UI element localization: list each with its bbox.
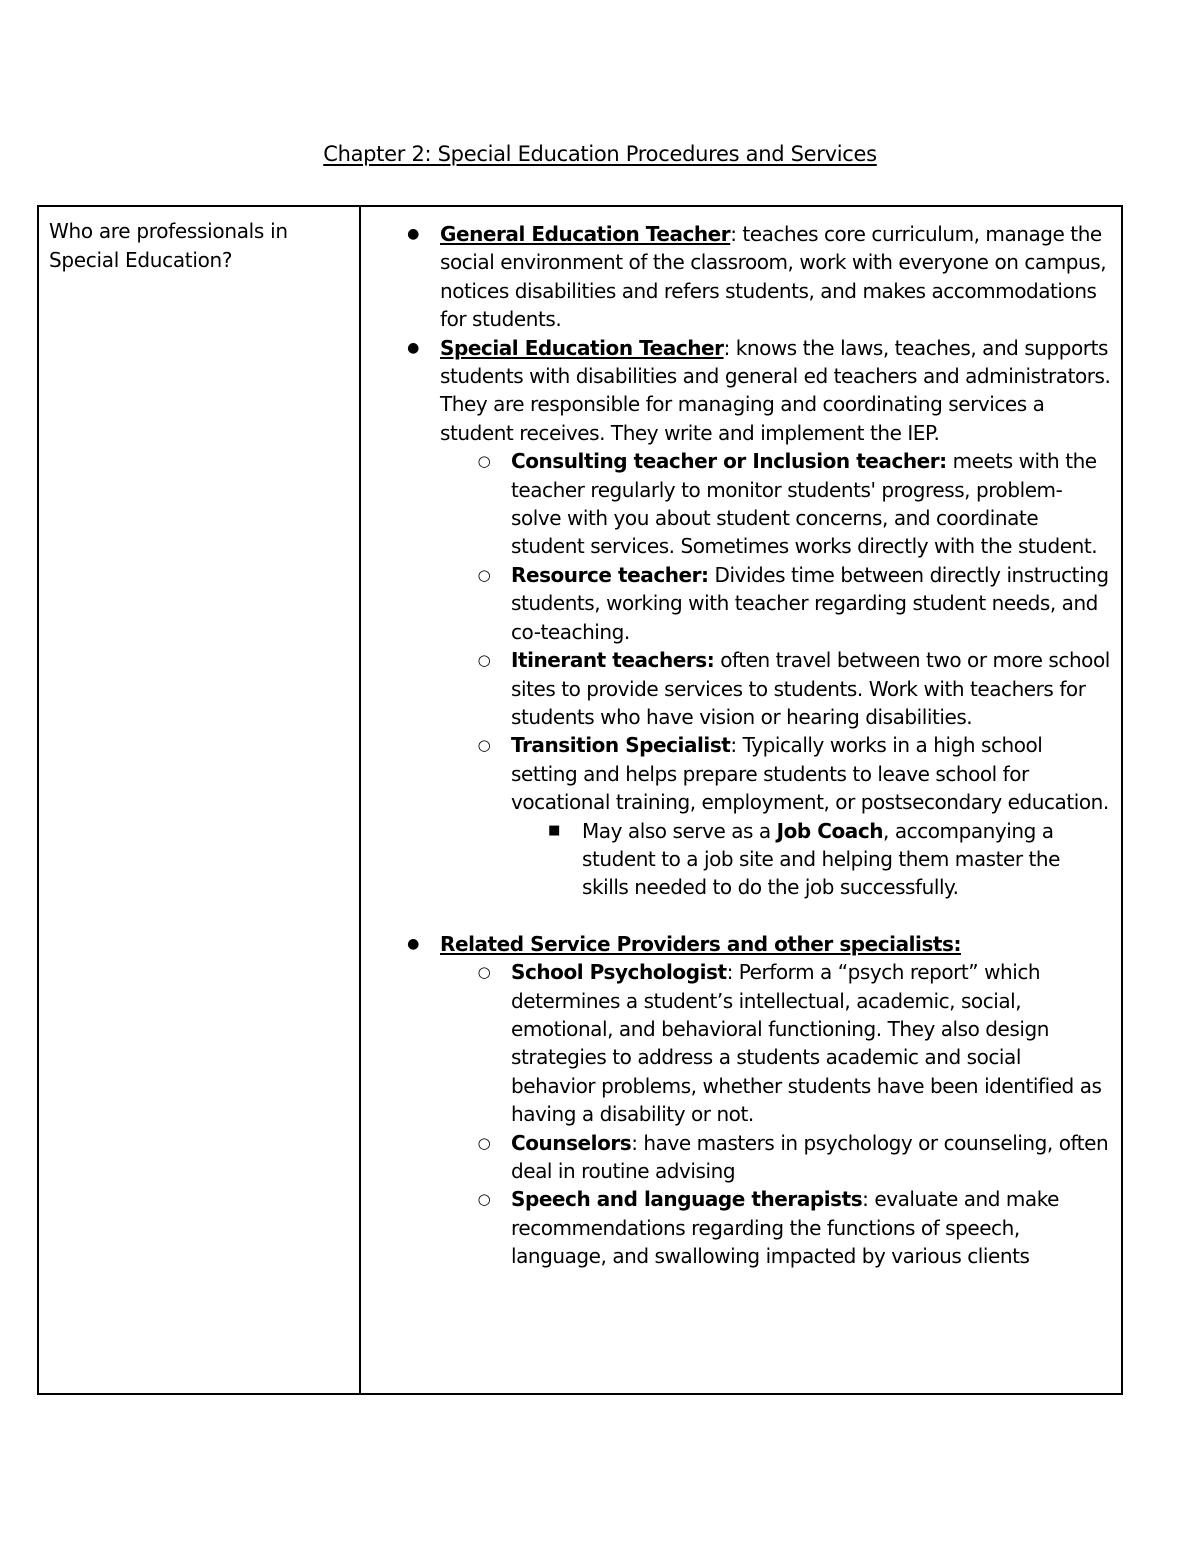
answer-cell bbox=[361, 207, 1121, 1393]
hollow-circle-bullet-icon: ○ bbox=[477, 1133, 491, 1152]
term-description: Divides time between directly instructing students, working with teacher regarding student needs, and co-teaching. bbox=[511, 562, 1109, 644]
term-label: Resource teacher: bbox=[511, 562, 709, 587]
term-label: Special Education Teacher bbox=[440, 335, 724, 360]
term-description: meets with the teacher regularly to monitor students' progress, problem-solve with you about student concerns, and coordinate student services. Sometimes works directly with the student. bbox=[511, 449, 1098, 559]
hollow-circle-bullet-icon: ○ bbox=[477, 1190, 491, 1209]
filled-circle-bullet-icon: ● bbox=[407, 935, 419, 952]
hollow-circle-bullet-icon: ○ bbox=[477, 651, 491, 670]
hollow-circle-bullet-icon: ○ bbox=[477, 963, 491, 982]
term-prefix: May also serve as a bbox=[582, 818, 777, 843]
list-item-speech-language-therapists bbox=[361, 1185, 1121, 1270]
notes-table bbox=[37, 205, 1123, 1395]
term-label: Transition Specialist bbox=[511, 733, 731, 758]
term-label: Consulting teacher or Inclusion teacher: bbox=[511, 449, 947, 474]
question-text: Who are professionals in Special Education? bbox=[49, 219, 288, 272]
square-bullet-icon: ■ bbox=[548, 822, 560, 838]
hollow-circle-bullet-icon: ○ bbox=[477, 452, 491, 471]
term-label: Job Coach bbox=[776, 818, 884, 843]
term-label: Related Service Providers and other specialists: bbox=[440, 931, 962, 956]
list-item-consulting-teacher bbox=[361, 447, 1121, 561]
term-label: Itinerant teachers: bbox=[511, 648, 715, 673]
term-description: : Perform a “psych report” which determines a student’s intellectual, academic, social, emotional, and behavioral functioning. They also design strategies to address a students academic and social behavior problems, whether students have been identified as having a disability or not. bbox=[511, 960, 1102, 1127]
list-item-general-education-teacher bbox=[361, 220, 1121, 334]
list-item-counselors bbox=[361, 1129, 1121, 1186]
list-item-itinerant-teachers bbox=[361, 646, 1121, 731]
term-description: often travel between two or more school sites to provide services to students. Work with teachers for students who have vision or hearing disabilities. bbox=[511, 648, 1110, 729]
hollow-circle-bullet-icon: ○ bbox=[477, 736, 491, 755]
term-label: School Psychologist bbox=[511, 960, 727, 985]
list-item-resource-teacher bbox=[361, 561, 1121, 646]
filled-circle-bullet-icon: ● bbox=[407, 339, 419, 356]
list-item-transition-specialist bbox=[361, 731, 1121, 816]
term-description: : teaches core curriculum, manage the social environment of the classroom, work with everyone on campus, notices disabilities and refers students, and makes accommodations for students. bbox=[440, 222, 1107, 332]
list-item-job-coach bbox=[361, 817, 1121, 902]
page-title: Chapter 2: Special Education Procedures and Services bbox=[323, 142, 877, 166]
term-description: , accompanying a student to a job site and helping them master the skills needed to do the job successfully. bbox=[582, 818, 1061, 900]
term-description: : knows the laws, teaches, and supports students with disabilities and general ed teachers and administrators. They are responsible for managing and coordinating services a student receives. They write and implement the IEP. bbox=[440, 335, 1111, 445]
filled-circle-bullet-icon: ● bbox=[407, 226, 419, 242]
term-description: : evaluate and make recommendations regarding the functions of speech, language, and swallowing impacted by various clients bbox=[511, 1187, 1060, 1269]
question-cell bbox=[39, 207, 361, 1393]
list-item-special-education-teacher bbox=[361, 334, 1121, 448]
term-label: Speech and language therapists bbox=[511, 1187, 863, 1212]
list-item-school-psychologist bbox=[361, 958, 1121, 1128]
list-item-related-service-providers bbox=[361, 930, 1121, 958]
term-label: Counselors bbox=[511, 1130, 632, 1155]
blank-line bbox=[361, 902, 1121, 930]
term-label: General Education Teacher bbox=[440, 222, 731, 246]
term-description: : Typically works in a high school setting and helps prepare students to leave school for vocational training, employment, or postsecondary education. bbox=[511, 733, 1109, 815]
term-description: : have masters in psychology or counseling, often deal in routine advising bbox=[511, 1130, 1109, 1183]
hollow-circle-bullet-icon: ○ bbox=[477, 565, 491, 584]
